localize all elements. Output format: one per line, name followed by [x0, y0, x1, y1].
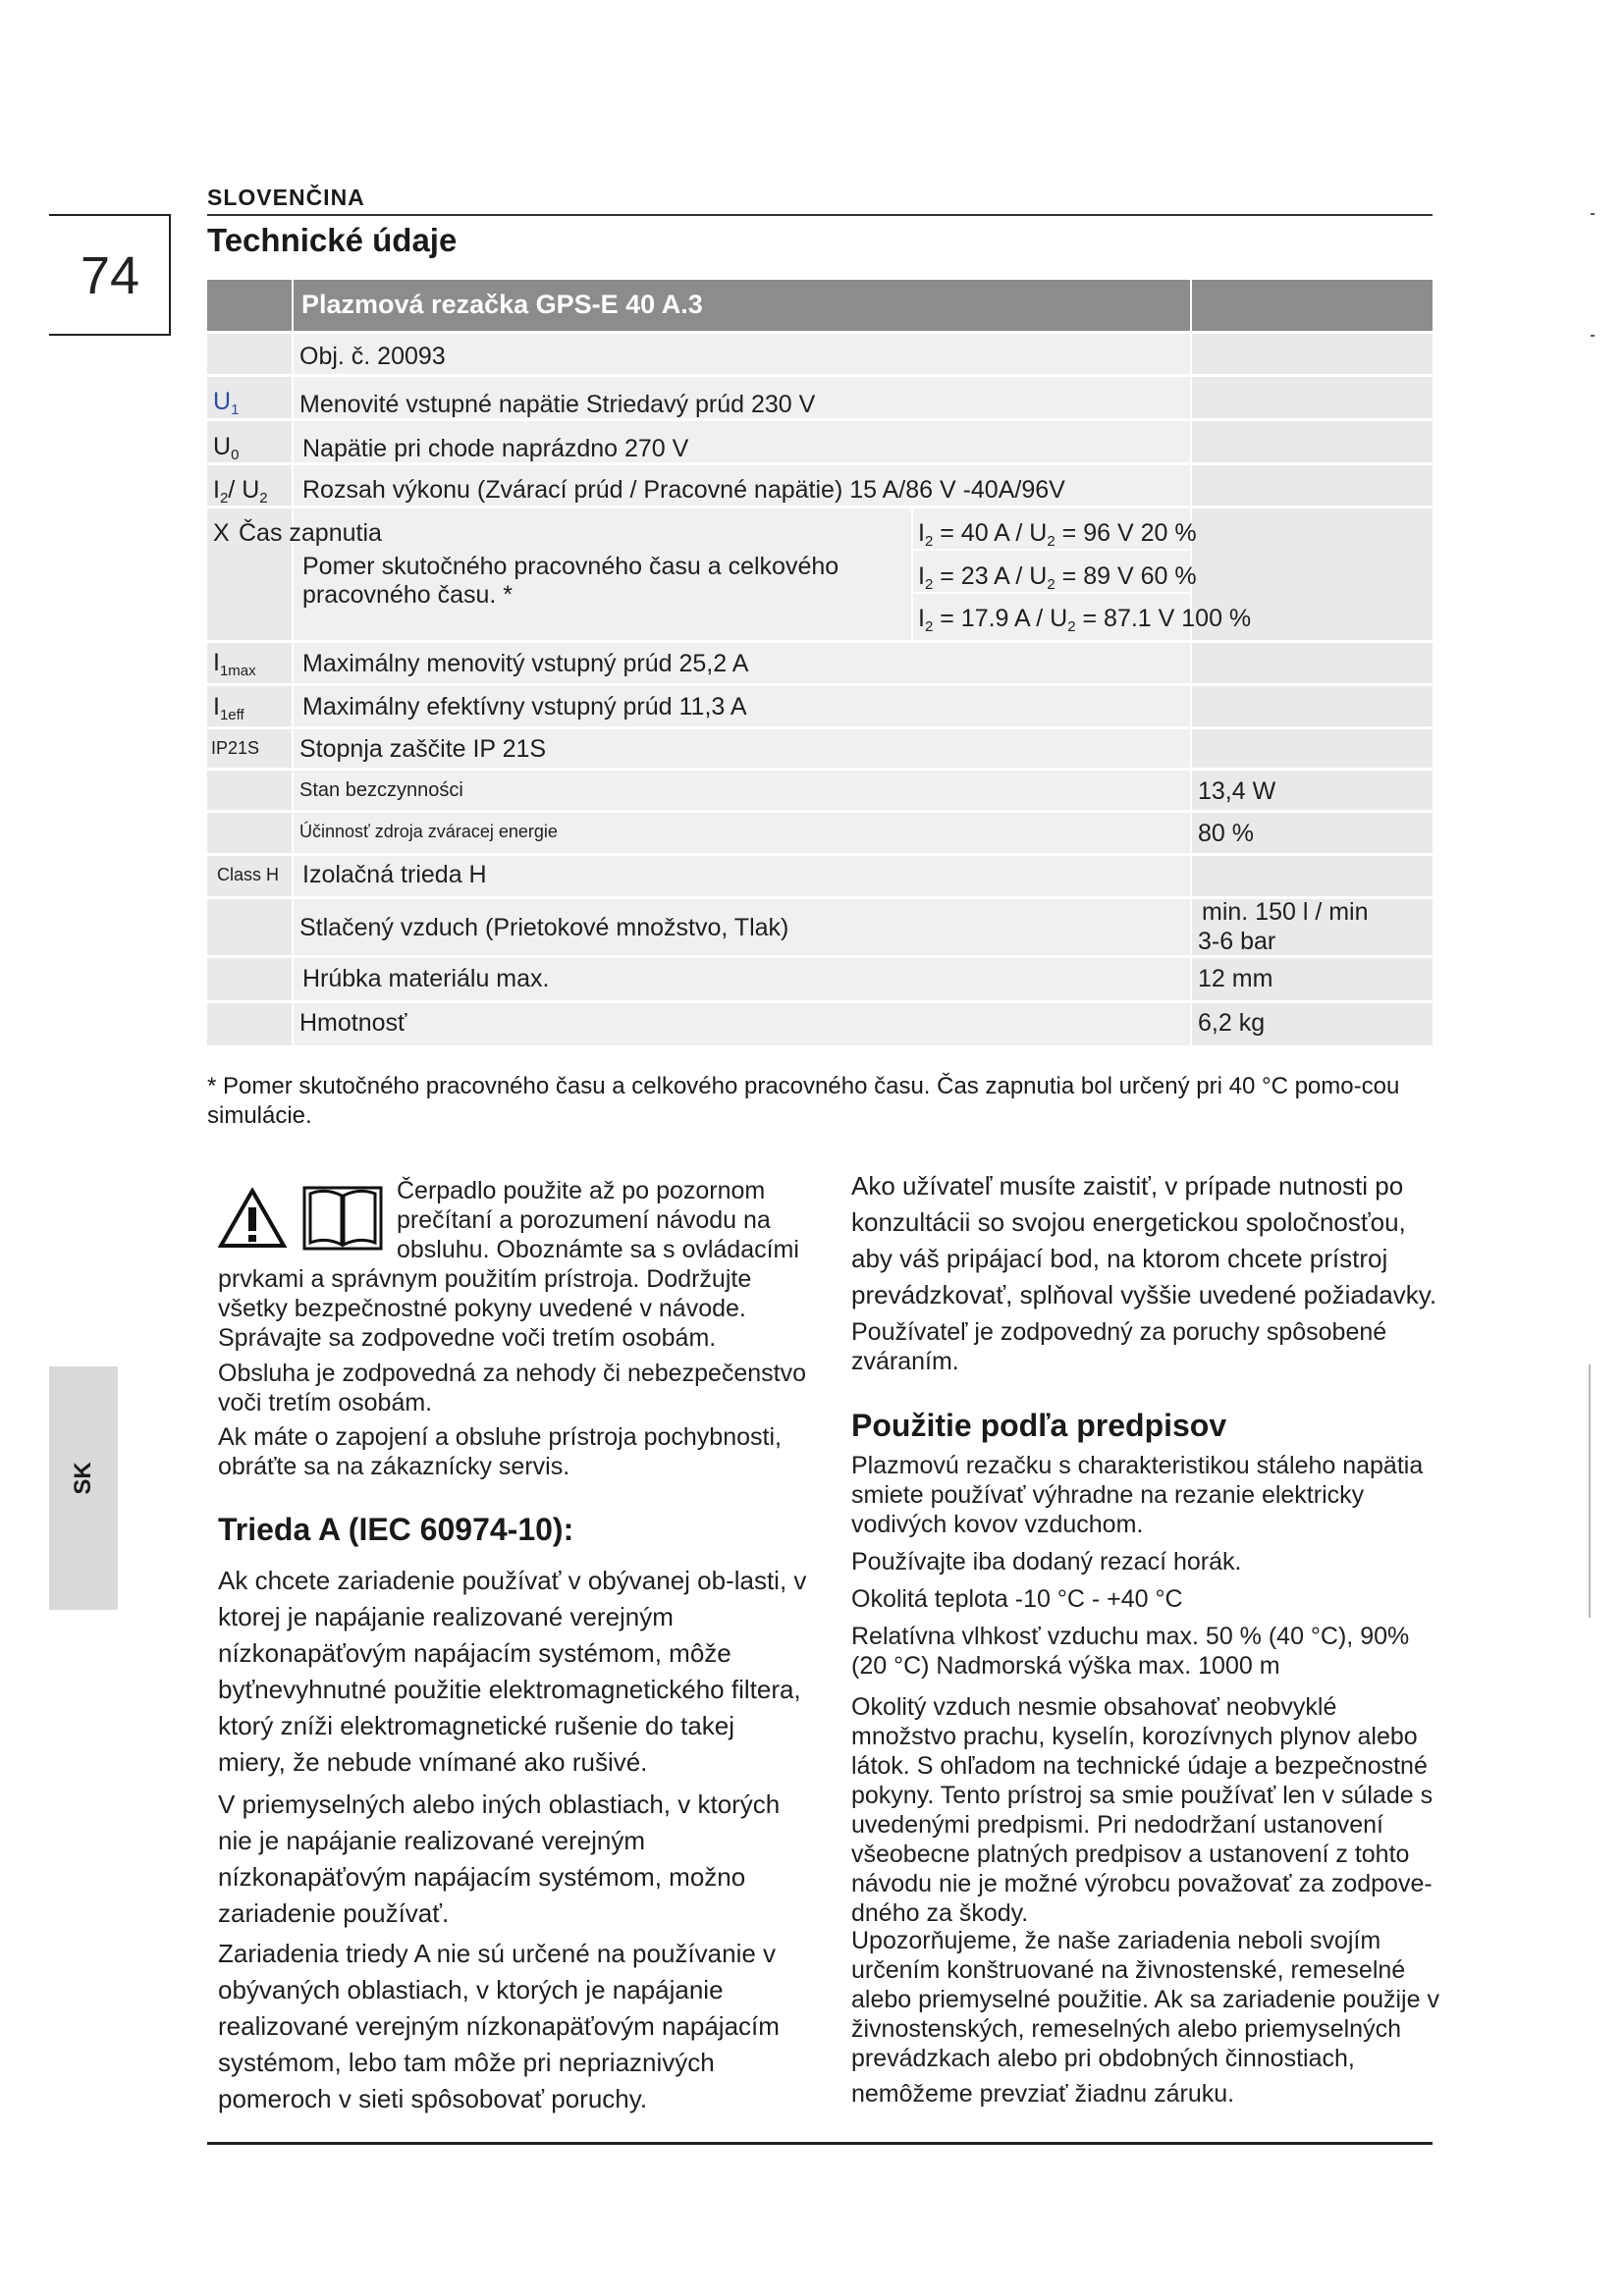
paragraph: Relatívna vlhkosť vzduchu max. 50 % (40 °C), 90% (20 °C) Nadmorská výška max. 1000 m: [851, 1623, 1410, 1680]
page-title: Technické údaje: [207, 222, 458, 258]
margin-mark: [1591, 213, 1595, 215]
paragraph: Používateľ je zodpovedný za poruchy spôsobené zváraním.: [851, 1318, 1387, 1375]
duty-cycle-value: $I_2 = 17.9$ $A / U_2 = 87.1$ V 100 %: [918, 605, 1252, 635]
manual-book-icon: [302, 1182, 383, 1253]
paragraph: V priemyselných alebo iných oblastiach, v ktorých nie je napájanie realizované verejným nízkonapäťovým napájacím systémom, možno zariadenie používať.: [218, 1789, 781, 1928]
header-rule: [207, 214, 1433, 216]
table-cell: Stopnja zaščite IP 21S: [299, 735, 547, 763]
symbol-i2-u2: $I_2/$ $U_2$: [213, 476, 268, 507]
symbol-i1max: $I_{1max}$: [213, 649, 256, 679]
table-cell: Rozsah výkonu (Zvárací prúd / Pracovné napätie) 15 A/86 V -40A/96V: [302, 476, 1065, 504]
table-value: 6,2 kg: [1198, 1009, 1266, 1037]
symbol-u0: $U_0$: [213, 433, 240, 463]
table-cell: Hrúbka materiálu max.: [302, 965, 550, 992]
table-value: 3-6 bar: [1198, 928, 1276, 955]
paragraph: Okolitá teplota -10 °C - +40 °C: [851, 1585, 1183, 1613]
table-value: 12 mm: [1198, 965, 1273, 992]
paragraph: Obsluha je zodpovedná za nehody či nebezpečenstvo voči tretím osobám.: [218, 1360, 807, 1416]
symbol-x: X: [213, 519, 230, 547]
table-value: 80 %: [1198, 820, 1254, 847]
paragraph: nemôžeme prevziať žiadnu záruku.: [851, 2080, 1235, 2108]
language-side-tab-label: SK: [70, 1462, 96, 1495]
table-cell: Menovité vstupné napätie Striedavý prúd 230 V: [299, 391, 816, 418]
symbol-u1: $U_1$: [213, 388, 240, 418]
paragraph: Ak máte o zapojení a obsluhe prístroja pochybnosti, obráťte sa na zákaznícky servis.: [218, 1423, 782, 1480]
section-heading: Trieda A (IEC 60974-10):: [218, 1512, 574, 1547]
table-header-title: Plazmová rezačka GPS-E 40 A.3: [301, 290, 703, 319]
paragraph: Ak chcete zariadenie používať v obývanej ob-lasti, v ktorej je napájanie realizované verejným nízkonapäťovým napájacím systémom, môže byťnevyhnutné použitie elektromagnetického filtera, ktorý zníži elektromagnetické rušenie do takej miery, že nebude vnímané ako rušivé.: [218, 1566, 807, 1777]
table-cell: Izolačná trieda H: [302, 861, 487, 888]
section-language: SLOVENČINA: [207, 185, 365, 210]
symbol-class-h: Class H: [217, 865, 280, 884]
table-cell: Stlačený vzduch (Prietokové množstvo, Tlak): [299, 914, 789, 941]
table-cell: Pomer skutočného pracovného času a celkového pracovného času. *: [302, 553, 839, 609]
paragraph: Zariadenia triedy A nie sú určené na používanie v obývaných oblastiach, v ktorých je napájanie realizované verejným nízkonapäťovým napájacím systémom, lebo tam môže pri nepriaznivých pomeroch v sieti spôsobovať poruchy.: [218, 1939, 780, 2113]
symbol-i1eff: $I_{1eff}$: [213, 693, 244, 723]
paragraph: Plazmovú rezačku s charakteristikou stáleho napätia smiete používať výhradne na rezanie elektricky vodivých kovov vzduchom.: [851, 1452, 1424, 1538]
paragraph: Upozorňujeme, že naše zariadenia neboli svojím určením konštruované na živnostenské, remeselné alebo priemyselné použitie. Ak sa zariadenie použije v živnostenských, remeselných alebo priemyselných prevádzkach alebo pri obdobných činnostiach,: [851, 1927, 1439, 2072]
paragraph: Ako užívateľ musíte zaistiť, v prípade nutnosti po konzultácii so svojou energetickou spoločnosťou, aby váš pripájací bod, na ktorom chcete prístroj prevádzkovať, splňoval vyššie uvedené požiadavky.: [851, 1171, 1437, 1309]
warning-triangle-icon: [218, 1188, 287, 1249]
paragraph: Používajte iba dodaný rezací horák.: [851, 1548, 1242, 1575]
table-cell: Čas zapnutia: [239, 519, 382, 547]
margin-bar: [1589, 1364, 1591, 1618]
duty-cycle-value: $I_2 = 40$ $A / U_2 = 96$ V 20 %: [918, 519, 1197, 550]
warning-text-lead: Čerpadlo použite až po pozornom prečítaní a porozumení návodu na obsluhu. Oboznámte sa s ovládacími: [397, 1177, 799, 1263]
spec-table: [207, 280, 1433, 1045]
table-cell: Stan bezczynności: [299, 779, 463, 801]
table-cell: Maximálny efektívny vstupný prúd 11,3 A: [302, 693, 747, 721]
table-cell: Účinnosť zdroja zváracej energie: [299, 822, 558, 841]
footnote: * Pomer skutočného pracovného času a celkového pracovného času. Čas zapnutia bol určený pri 40 °C pomo-cou simulácie.: [207, 1073, 1400, 1129]
table-cell: Hmotnosť: [299, 1009, 407, 1037]
table-value: min. 150 l / min: [1202, 898, 1369, 926]
section-heading: Použitie podľa predpisov: [851, 1408, 1227, 1443]
table-value: 13,4 W: [1198, 777, 1276, 805]
margin-mark: [1591, 335, 1595, 337]
page-number: 74: [80, 246, 140, 305]
footer-rule: [207, 2142, 1433, 2145]
symbol-ip21s: IP21S: [211, 738, 260, 758]
table-cell: Napätie pri chode naprázdno 270 V: [302, 435, 689, 462]
paragraph: Okolitý vzduch nesmie obsahovať neobvyklé množstvo prachu, kyselín, korozívnych plynov alebo látok. S ohľadom na technické údaje a bezpečnostné pokyny. Tento prístroj sa smie používať len v súlade s uvedenými predpismi. Pri nedodržaní ustanovení všeobecne platných predpisov a ustanovení z tohto návodu nie je možné výrobcu považovať za zodpove-dného za škody.: [851, 1693, 1434, 1927]
table-cell: Obj. č. 20093: [299, 343, 446, 370]
table-cell: Maximálny menovitý vstupný prúd 25,2 A: [302, 650, 749, 677]
warning-text-cont: prvkami a správnym použitím prístroja. Dodržujte všetky bezpečnostné pokyny uvedené v návode. Správajte sa zodpovedne voči tretím osobám.: [218, 1265, 752, 1352]
duty-cycle-value: $I_2 = 23$ $A / U_2 = 89$ V 60 %: [918, 562, 1197, 593]
